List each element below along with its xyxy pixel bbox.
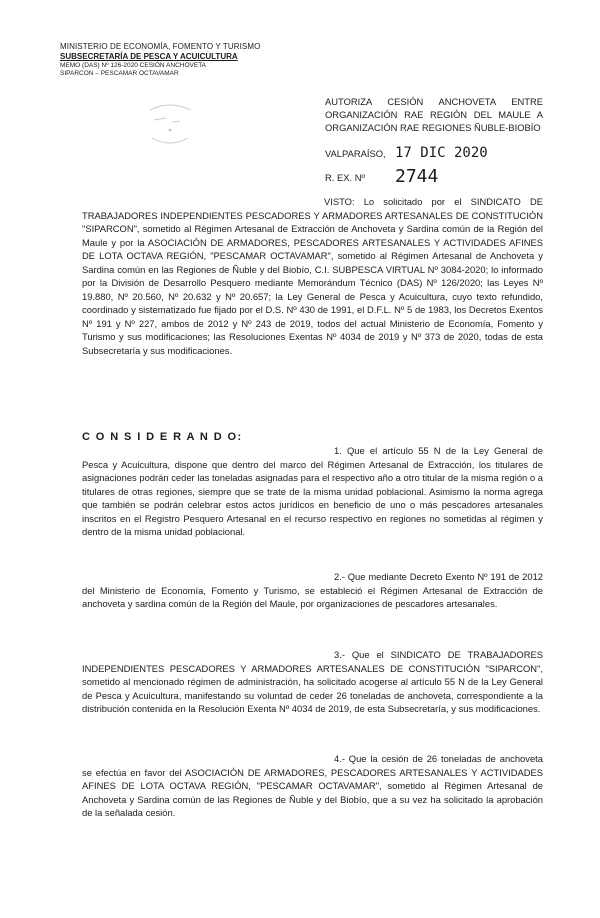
place-label: VALPARAÍSO, bbox=[325, 148, 386, 159]
considerando-item-1: 1. Que el artículo 55 N de la Ley General de Pesca y Acuicultura, dispone que dentro del marco del Régimen Artesanal de Extracción, los titulares de asignaciones podrán ceder las toneladas asignadas para el respectivo año a otro titular de la misma región o a titulares de otras regiones, siempre que se trate de la misma unidad poblacional. Asimismo la norma agrega que también se podrán celebrar estos actos jurídicos en beneficio de uno o más pescadores artesanales inscritos en el Registro Pesquero Artesanal en el recurso respectivo en regiones no sometidas al régimen y dentro de la misma unidad poblacional. bbox=[82, 445, 543, 537]
parties-reference: SIPARCON – PESCAMAR OCTAVAMAR bbox=[60, 70, 179, 77]
visto-paragraph: VISTO: Lo solicitado por el SINDICATO DE TRABAJADORES INDEPENDIENTES PESCADORES Y ARMADORES ARTESANALES DE CONSTITUCIÓN "SIPARCON", sometido al Régimen Artesanal de Extracción de Anchoveta y Sardina común de la Región del Maule y por la ASOCIACIÓN DE ARMADORES, PESCADORES ARTESANALES Y ACTIVIDADES AFINES DE LOTA OCTAVA REGIÓN, "PESCAMAR OCTAVAMAR", sometido al Régimen Artesanal de Anchoveta y Sardina común en las Regiones de Ñuble y del Biobío, C.I. SUBPESCA VIRTUAL Nº 3084-2020; lo informado por la División de Desarrollo Pesquero mediante Memorándum Técnico (DAS) Nº 126/2020; las Leyes Nº 19.880, Nº 20.560, Nº 20.632 y Nº 20.657; la Ley General de Pesca y Acuicultura, cuyo texto refundido, coordinado y sistematizado fue fijado por el D.S. Nº 430 de 1991, el D.F.L. Nº 5 de 1983, los Decretos Exentos Nº 191 y Nº 227, ambos de 2012 y Nº 243 de 2019, todos del actual Ministerio de Economía, Fomento y Turismo y sus modificaciones; las Resoluciones Exentas Nº 4034 de 2019 y Nº 373 de 2020, todas de esta Subsecretaría y sus modificaciones. bbox=[82, 196, 543, 356]
considerando-heading: C O N S I D E R A N D O: bbox=[82, 431, 243, 443]
resolution-number-stamp: 2744 bbox=[395, 166, 439, 187]
letterhead bbox=[60, 42, 280, 77]
subsecretaria-name: SUBSECRETARÍA DE PESCA Y ACUICULTURA bbox=[60, 52, 238, 61]
resolution-label: R. EX. Nº bbox=[325, 172, 365, 183]
memo-reference: MEMO (DAS) Nº 126-2020 CESIÓN ANCHOVETA bbox=[60, 62, 207, 69]
resolution-subject: AUTORIZA CESIÓN ANCHOVETA ENTRE ORGANIZACIÓN RAE REGIÓN DEL MAULE A ORGANIZACIÓN RAE REGIONES ÑUBLE-BIOBÍO bbox=[325, 96, 543, 133]
considerando-item-3: 3.- Que el SINDICATO DE TRABAJADORES INDEPENDIENTES PESCADORES Y ARMADORES ARTESANALES DE CONSTITUCIÓN "SIPARCON", sometido al mencionado régimen de administración, ha solicitado acogerse al artículo 55 N de la Ley General de Pesca y Acuicultura, manifestando su voluntad de ceder 26 toneladas de anchoveta, correspondiente a la distribución contenida en la Resolución Exenta Nº 4034 de 2019, de esta Subsecretaría, y sus modificaciones. bbox=[82, 649, 543, 714]
resolution-date-stamp: 17 DIC 2020 bbox=[395, 145, 488, 161]
ministry-name: MINISTERIO DE ECONOMÍA, FOMENTO Y TURISMO bbox=[60, 42, 261, 51]
considerando-item-4: 4.- Que la cesión de 26 toneladas de anchoveta se efectúa en favor del ASOCIACIÓN DE ARMADORES, PESCADORES ARTESANALES Y ACTIVIDADES AFINES DE LOTA OCTAVA REGIÓN, "PESCAMAR OCTAVAMAR", sometido al Régimen Artesanal de Anchoveta y Sardina común de las Regiones de Ñuble y del Biobío, que a su vez ha solicitado la aprobación de la señalada cesión. bbox=[82, 753, 543, 818]
faded-seal-stamp bbox=[140, 98, 200, 150]
considerando-item-2: 2.- Que mediante Decreto Exento Nº 191 de 2012 del Ministerio de Economía, Fomento y Turismo, se estableció el Régimen Artesanal de Extracción de anchoveta y sardina común de la Región del Maule, por organizaciones de pescadores artesanales. bbox=[82, 571, 543, 609]
